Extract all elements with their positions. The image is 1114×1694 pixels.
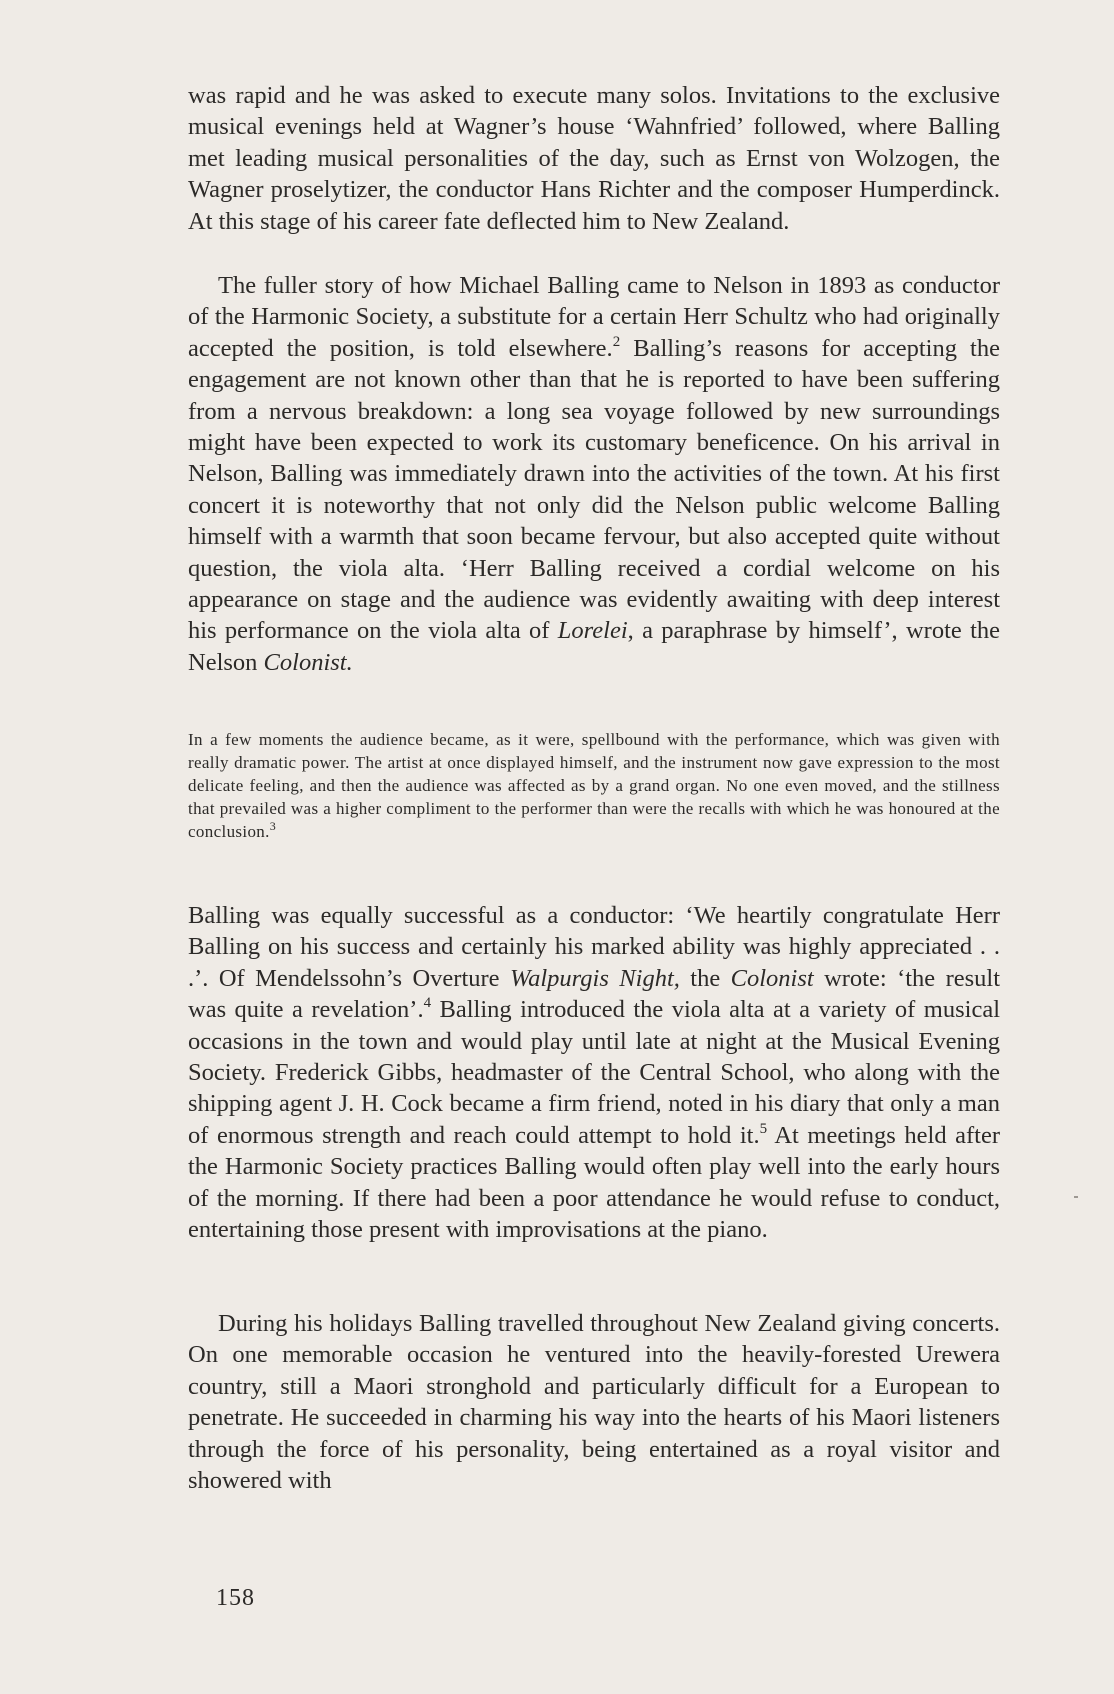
paragraph-text: Balling introduced the viola alta at a variety of musical occasions in the town and would play until late at night at the Musical Evening Society. Frederick Gibbs, headmaster of the Central School, who along with the shipping agent J. H. Cock became a firm friend, noted in his diary that only a man of enormous strength and reach could attempt to hold it. — [188, 996, 1000, 1149]
paragraph-text: wrote: ‘the result was quite a revelation’. — [188, 964, 1000, 1024]
footnote-ref: 5 — [759, 1120, 768, 1137]
newspaper-title: Colonist. — [263, 648, 353, 676]
paragraph-conductor-success — [188, 900, 1000, 1245]
paragraph-text: Balling’s reasons for accepting the engagement are not known other than that he is reported to have been suffering from a nervous breakdown: a long sea voyage followed by new surroundings might have been expected to work its customary beneficence. On his arrival in Nelson, Balling was immediately drawn into the activities of the town. At his first concert it is noteworthy that not only did the Nelson public welcome Balling himself with a warmth that soon became fervour, but also accepted quite without question, the viola alta. ‘Herr Balling received a cordial welcome on his appearance on stage and the audience was evidently awaiting with deep interest his performance on the viola alta of — [188, 334, 1000, 645]
quote-text: In a few moments the audience became, as it were, spellbound with the performance, which was given with really dramatic power. The artist at once displayed himself, and the instrument now gave expression to the most delicate feeling, and then the audience was affected as by a grand organ. No one even moved, and the stillness that prevailed was a higher compliment to the performer than were the recalls with which he was honoured at the conclusion. — [188, 730, 1000, 841]
footnote-ref: 3 — [269, 819, 277, 833]
footnote-ref: 4 — [423, 995, 432, 1012]
paragraph-holidays — [188, 1308, 1000, 1496]
title-lorelei: Lorelei — [557, 617, 628, 645]
paragraph-text: At meetings held after the Harmonic Society practices Balling would often play well into the early hours of the morning. If there had been a poor attendance he would refuse to conduct, entertaining those present with improvisations at the piano. — [188, 1121, 1000, 1244]
paragraph-text: , a paraphrase by himself’, wrote the Nelson — [188, 617, 1001, 676]
paragraph-wagner-circle — [188, 80, 1000, 237]
page-number: 158 — [216, 1585, 255, 1611]
block-quotation — [188, 728, 1000, 843]
paragraph-arrival-nelson — [188, 270, 1000, 678]
paragraph-text: was rapid and he was asked to execute many solos. Invitations to the exclusive musical evenings held at Wagner’s house ‘Wahnfried’ followed, where Balling met leading musical personalities of the day, such as Ernst von Wolzogen, the Wagner proselytizer, the conductor Hans Richter and the composer Humperdinck. At this stage of his career fate deflected him to New Zealand. — [188, 82, 1000, 235]
paragraph-text: Balling was equally successful as a conductor: ‘We heartily congratulate Herr Balling on his success and certainly his marked ability was highly appreciated . . .’. Of Mendelssohn’s Overture — [188, 902, 1000, 992]
scan-mark — [1074, 1196, 1078, 1198]
paragraph-text: During his holidays Balling travelled throughout New Zealand giving concerts. On one memorable occasion he ventured into the heavily-forested Urewera country, still a Maori stronghold and particularly difficult for a European to penetrate. He succeeded in charming his way into the hearts of his Maori listeners through the force of his personality, being entertained as a royal visitor and showered with — [188, 1310, 1000, 1495]
paragraph-text: The fuller story of how Michael Balling came to Nelson in 1893 as conductor of the Harmonic Society, a substitute for a certain Herr Schultz who had originally accepted the position, is told elsewhere. — [188, 272, 1000, 362]
paragraph-text: the — [679, 964, 731, 992]
title-walpurgis-night: Walpurgis Night, — [509, 964, 680, 992]
newspaper-title: Colonist — [730, 964, 814, 992]
footnote-ref: 2 — [612, 333, 621, 350]
